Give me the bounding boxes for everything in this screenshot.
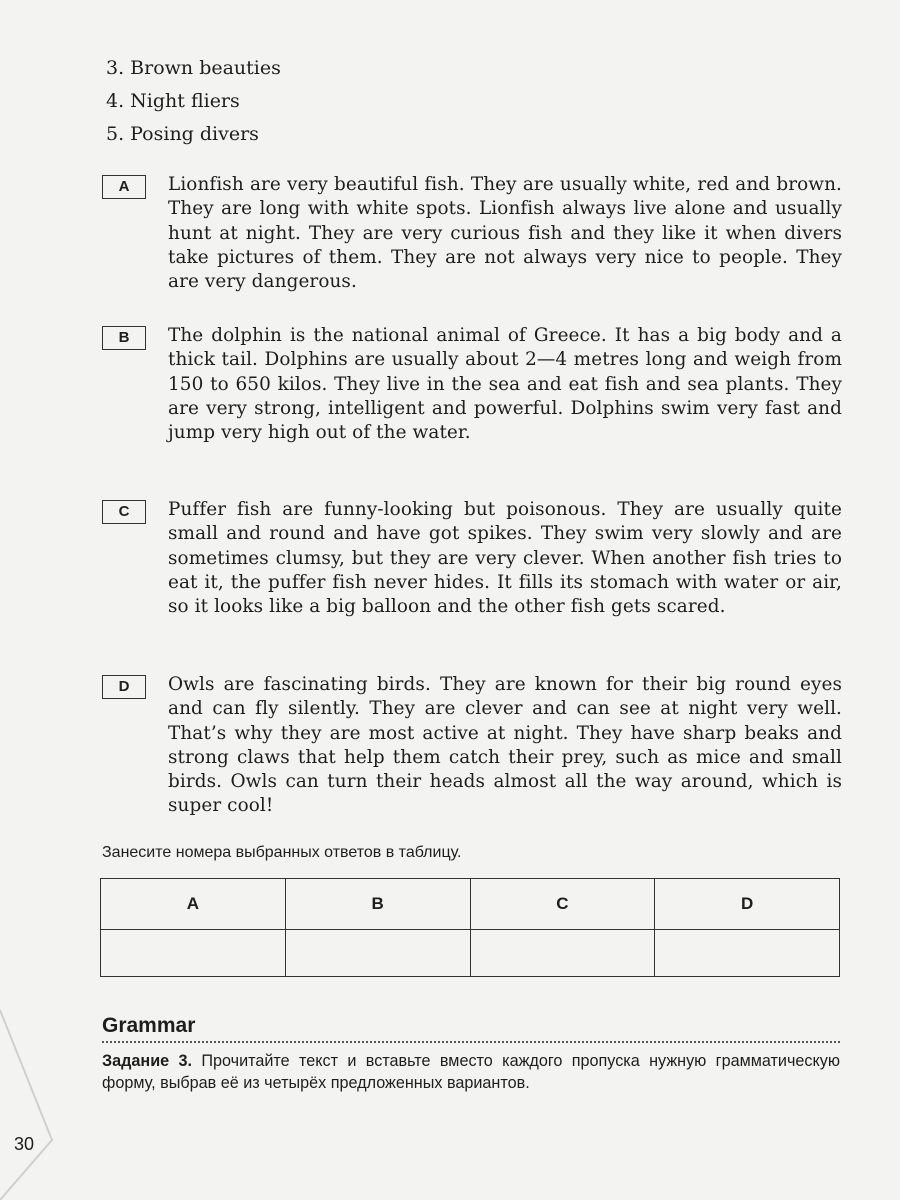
text-label-b: B: [102, 326, 146, 350]
answer-cell-b[interactable]: [285, 930, 470, 977]
section-heading: Grammar: [102, 1014, 196, 1037]
task-instruction: [102, 1050, 840, 1094]
list-item: 3. Brown beauties: [106, 57, 281, 79]
table-header-d: D: [655, 879, 840, 930]
table-header-b: B: [285, 879, 470, 930]
text-block-c: [102, 498, 842, 619]
table-header-row: [101, 879, 840, 930]
answer-cell-d[interactable]: [655, 930, 840, 977]
list-item: 4. Night fliers: [106, 90, 240, 112]
instruction-text: Занесите номера выбранных ответов в таблицу.: [102, 844, 462, 861]
table-header-c: C: [470, 879, 655, 930]
text-body-d: Owls are fascinating birds. They are known for their big round eyes and can fly silently. They are clever and can see at night very well. That’s why they are most active at night. They have sharp beaks and strong claws that help them catch their prey, such as mice and small birds. Owls can turn their heads almost all the way around, which is super cool!: [168, 674, 842, 817]
table-answer-row: [101, 930, 840, 977]
text-body-a: Lionfish are very beautiful fish. They are usually white, red and brown. They are long with white spots. Lionfish always live alone and usually hunt at night. They are very curious fish and they like it when divers take pictures of them. They are not always very nice to people. They are very dangerous.: [168, 174, 842, 293]
page-number: 30: [14, 1134, 35, 1154]
text-block-b: [102, 324, 842, 445]
text-label-d: D: [102, 675, 146, 699]
text-label-c: C: [102, 500, 146, 524]
text-block-d: [102, 673, 842, 819]
text-body-c: Puffer fish are funny-looking but poisonous. They are usually quite small and round and have got spikes. They swim very slowly and are sometimes clumsy, but they are very clever. When another fish tries to eat it, the puffer fish never hides. It fills its stomach with water or air, so it looks like a big balloon and the other fish gets scared.: [168, 499, 842, 618]
text-block-a: [102, 173, 842, 294]
text-body-b: The dolphin is the national animal of Greece. It has a big body and a thick tail. Dolphins are usually about 2—4 metres long and weigh from 150 to 650 kilos. They live in the sea and eat fish and sea plants. They are very strong, intelligent and powerful. Dolphins swim very fast and jump very high out of the water.: [168, 325, 842, 444]
table-header-a: A: [101, 879, 286, 930]
list-item: 5. Posing divers: [106, 123, 259, 145]
task-label: Задание 3.: [102, 1052, 193, 1070]
options-list: [106, 52, 281, 151]
answer-cell-a[interactable]: [101, 930, 286, 977]
answer-cell-c[interactable]: [470, 930, 655, 977]
task-text: Прочитайте текст и вставьте вместо каждого пропуска нужную грамматическую форму, выбрав её из четырёх предложенных вариантов.: [102, 1052, 840, 1092]
text-label-a: A: [102, 175, 146, 199]
dotted-divider: [102, 1041, 840, 1043]
answer-table: [100, 878, 840, 977]
